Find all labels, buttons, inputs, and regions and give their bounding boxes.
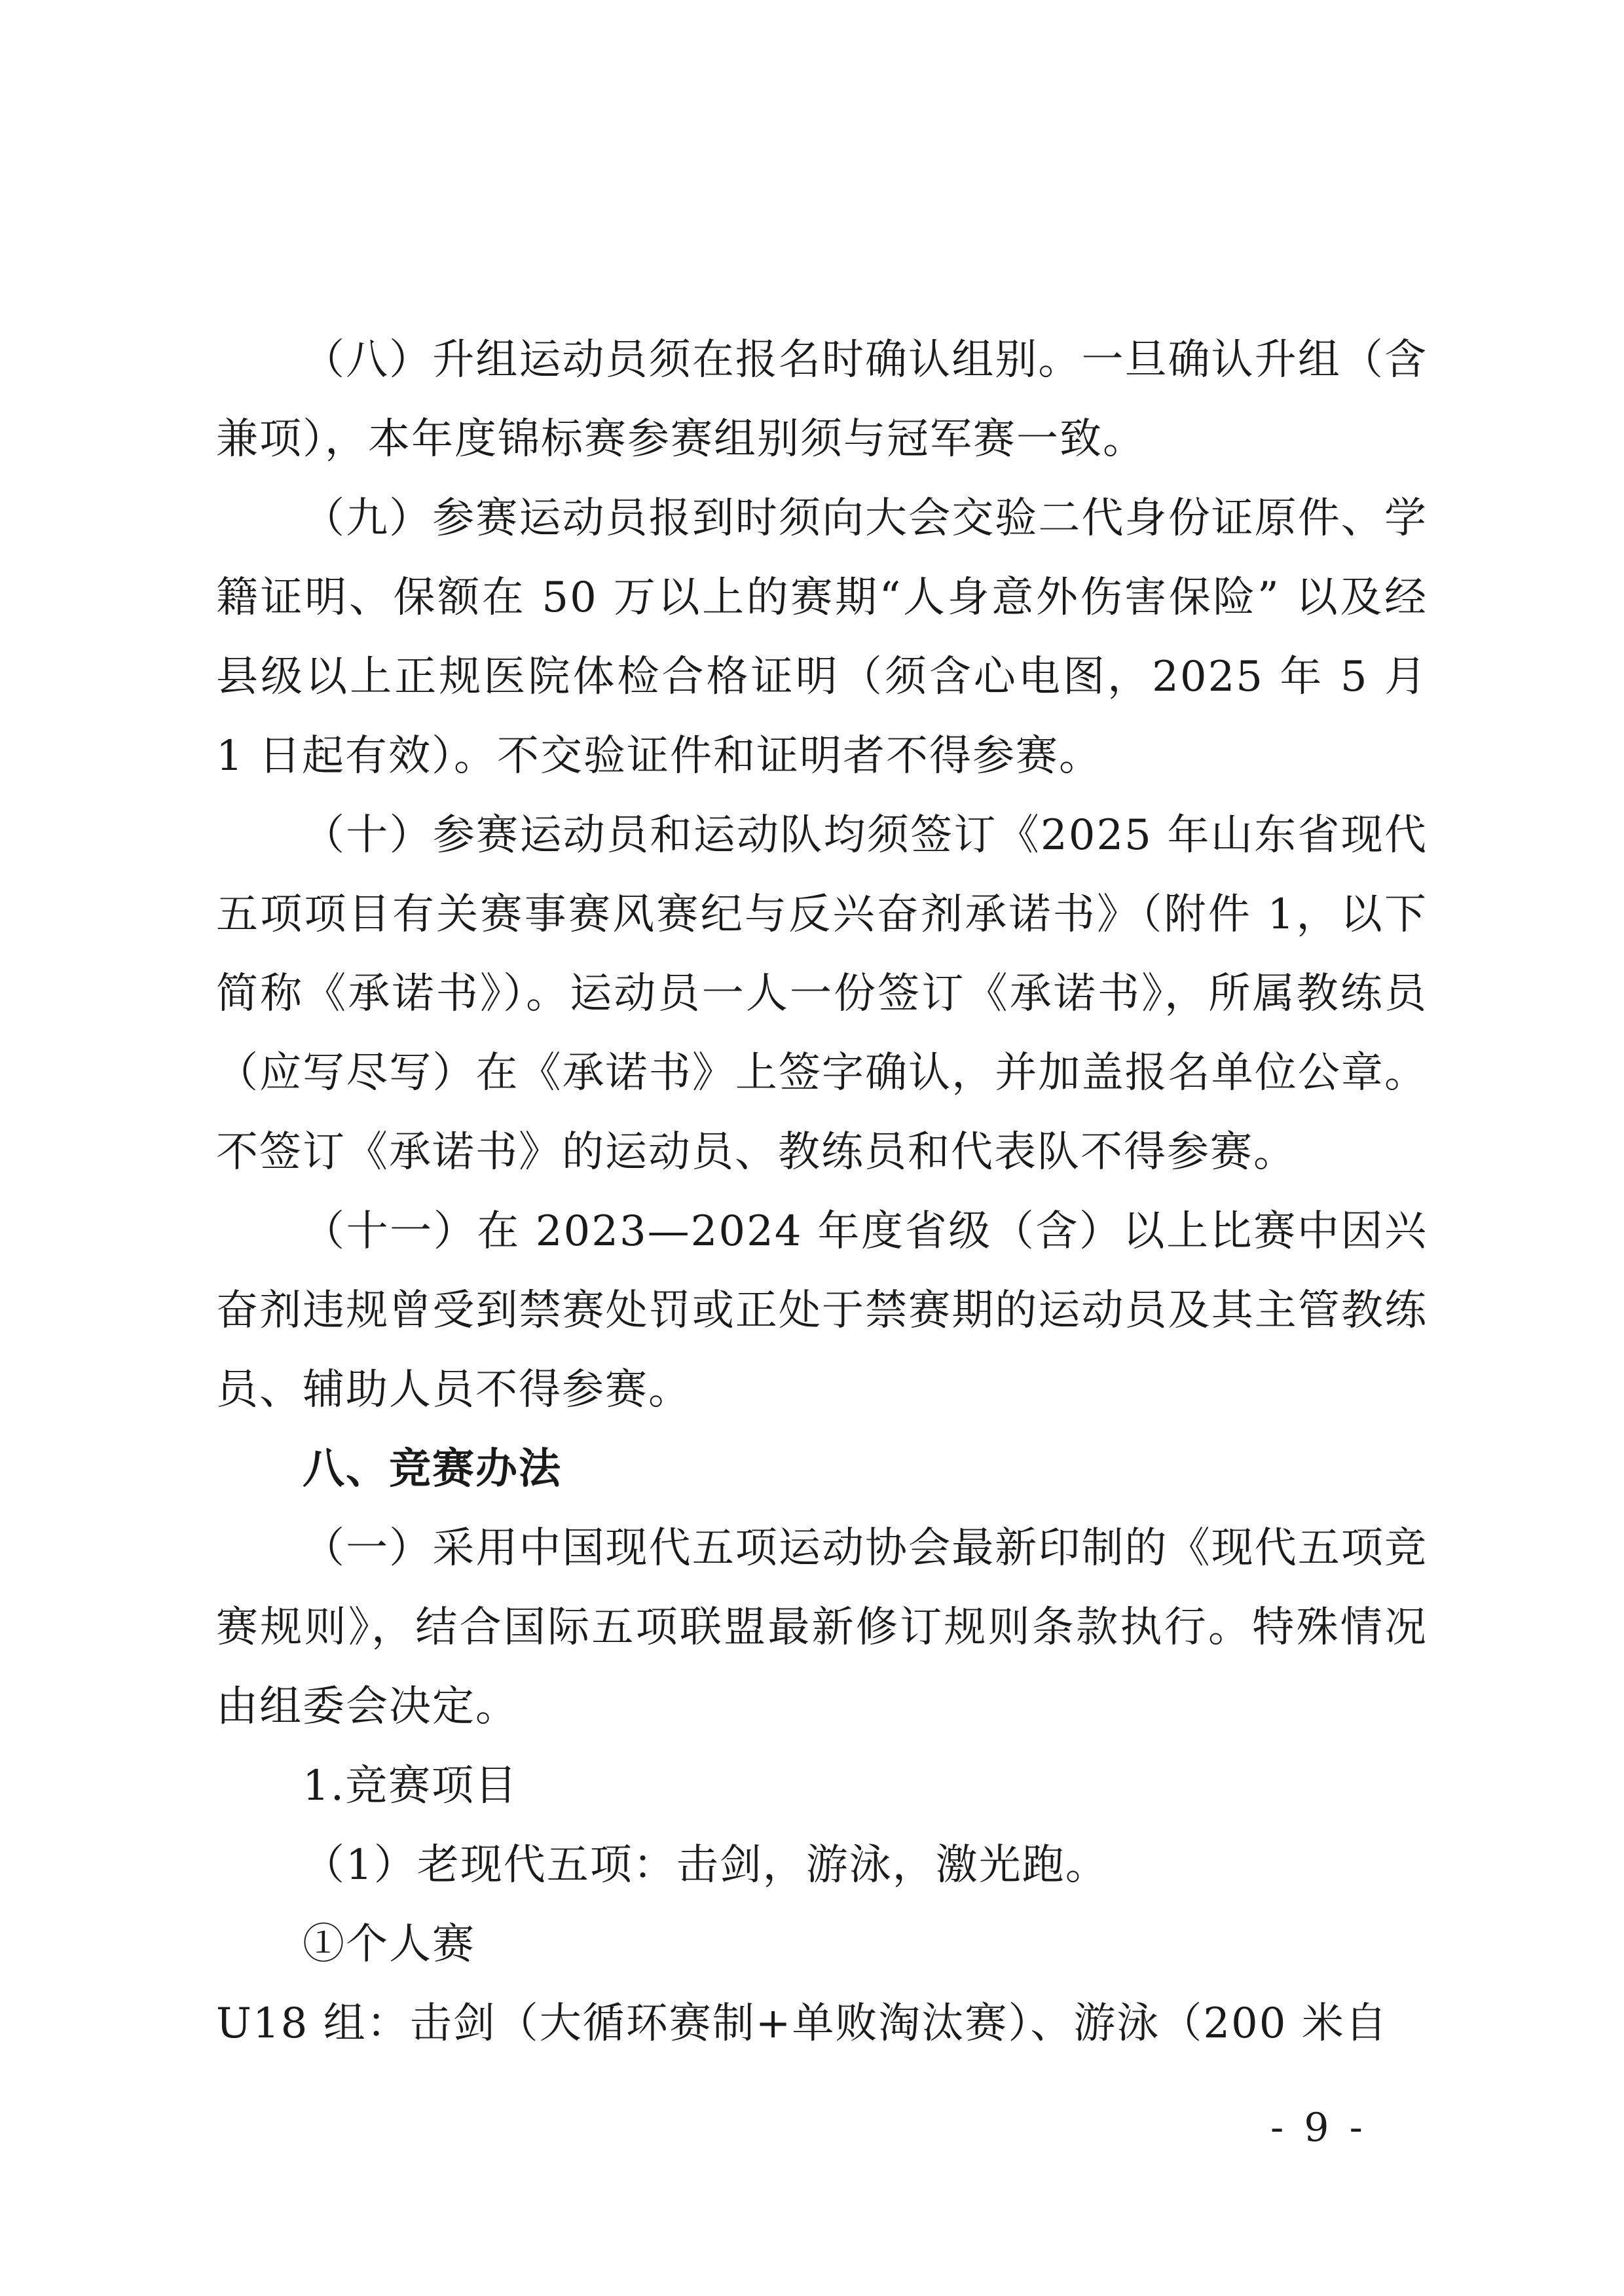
individual-event-label: ①个人赛 xyxy=(303,1920,475,1969)
old-pentathlon-item: （1）老现代五项：击剑，游泳，激光跑。 xyxy=(303,1841,1109,1889)
section-paragraph-1: （一）采用中国现代五项运动协会最新印制的《现代五项竞赛规则》，结合国际五项联盟最新修订规则条款执行。特殊情况由组委会决定。 xyxy=(216,1524,1428,1731)
page-number: - 9 - xyxy=(1270,2105,1367,2151)
section-heading: 八、竞赛办法 xyxy=(303,1445,562,1493)
u18-group-line: U18 组：击剑（大循环赛制+单败淘汰赛）、游泳（200 米自 xyxy=(216,1999,1388,2048)
page-content xyxy=(216,321,1428,2064)
paragraph-8: （八）升组运动员须在报名时确认组别。一旦确认升组（含兼项），本年度锦标赛参赛组别须与冠军赛一致。 xyxy=(216,336,1428,464)
competition-items-title: 1.竞赛项目 xyxy=(303,1762,519,1810)
paragraph-11: （十一）在 2023—2024 年度省级（含）以上比赛中因兴奋剂违规曾受到禁赛处罚或正处于禁赛期的运动员及其主管教练员、辅助人员不得参赛。 xyxy=(216,1207,1428,1414)
paragraph-9: （九）参赛运动员报到时须向大会交验二代身份证原件、学籍证明、保额在 50 万以上的赛期“人身意外伤害保险” 以及经县级以上正规医院体检合格证明（须含心电图，2025 年 5 月 1 日起有效）。不交验证件和证明者不得参赛。 xyxy=(216,494,1428,780)
paragraph-10: （十）参赛运动员和运动队均须签订《2025 年山东省现代五项项目有关赛事赛风赛纪与反兴奋剂承诺书》（附件 1，以下简称《承诺书》）。运动员一人一份签订《承诺书》，所属教练员（应写尽写）在《承诺书》上签字确认，并加盖报名单位公章。不签订《承诺书》的运动员、教练员和代表队不得参赛。 xyxy=(216,811,1428,1176)
